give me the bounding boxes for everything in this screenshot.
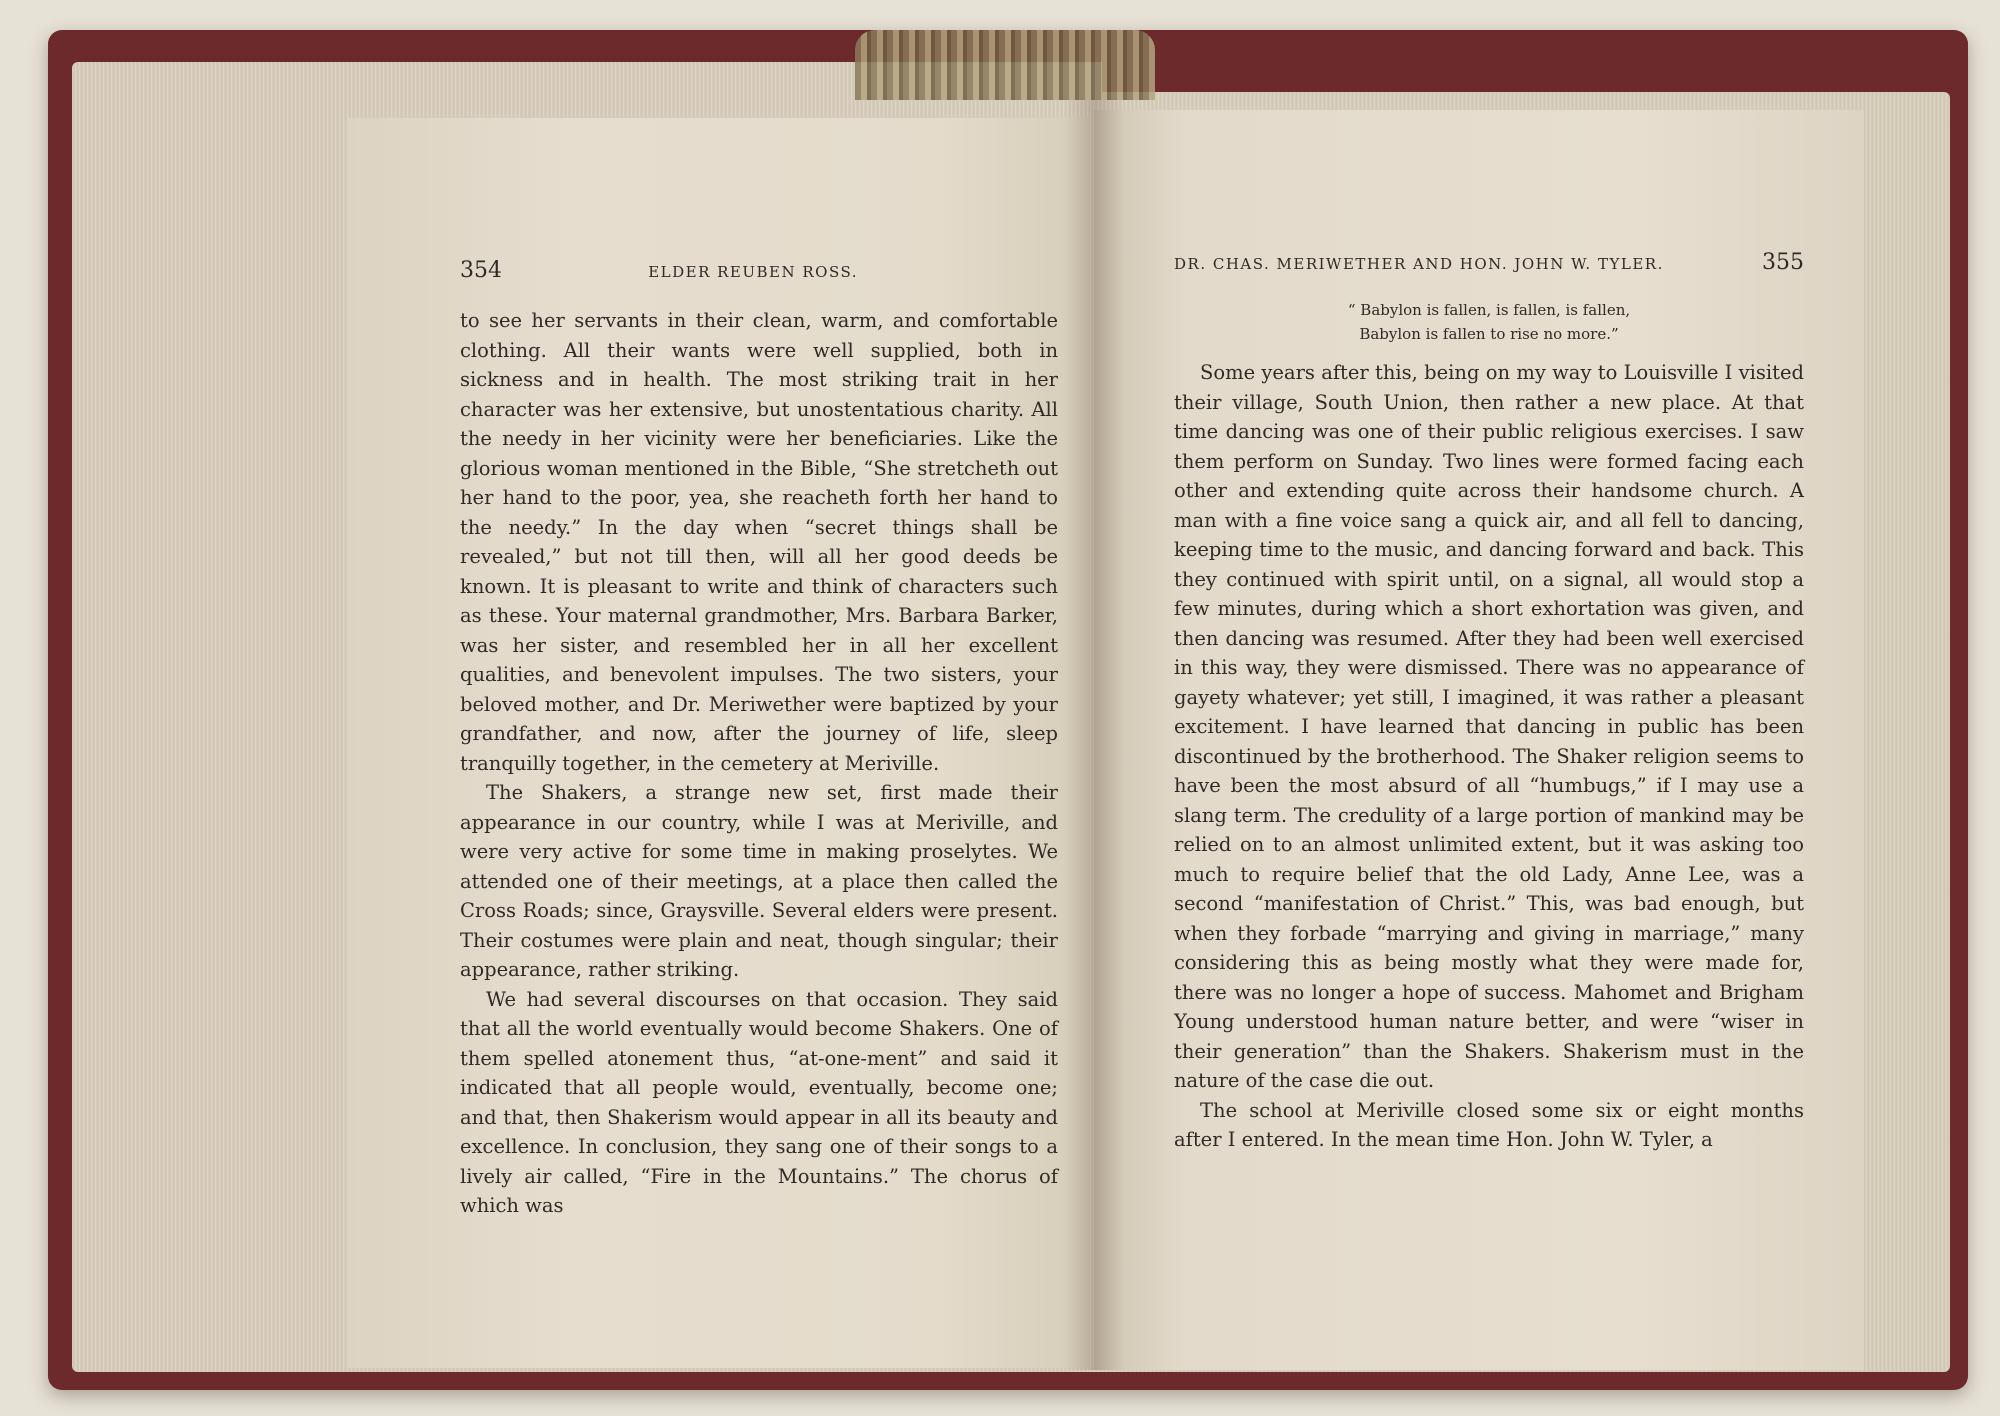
left-running-head xyxy=(460,258,1058,298)
left-page-number: 354 xyxy=(460,258,502,283)
right-body-text xyxy=(1174,358,1804,1155)
epigraph-line-2: Babylon is fallen to rise no more.” xyxy=(1359,325,1619,343)
right-paragraph-2: The school at Meriville closed some six or eight months after I entered. In the mean time Hon. John W. Tyler, a xyxy=(1174,1098,1804,1151)
left-paragraph-3: We had several discourses on that occasion. They said that all the world eventually would become Shakers. One of them spelled atonement thus, “at-one-ment” and said it indicated that all people would, eventually, become one; and that, then Shakerism would appear in all its beauty and excellence. In conclusion, they sang one of their songs to a lively air called, “Fire in the Mountains.” The chorus of which was xyxy=(460,987,1058,1217)
right-page-number: 355 xyxy=(1762,250,1804,275)
right-running-head xyxy=(1174,250,1804,290)
left-paragraph-1: to see her servants in their clean, warm, and comfortable clothing. All their wants were well supplied, both in sickness and in health. The most striking trait in her character was her extensive, but unostentatious charity. All the needy in her vicinity were her beneficiaries. Like the glorious woman mentioned in the Bible, “She stretcheth out her hand to the poor, yea, she reacheth forth her hand to the needy.” In the day when “secret things shall be revealed,” but not till then, will all her good deeds be known. It is pleasant to write and think of characters such as these. Your maternal grandmother, Mrs. Barbara Barker, was her sister, and resembled her in all her excellent qualities, and benevolent impulses. The two sisters, your beloved mother, and Dr. Meriwether were baptized by your grandfather, and now, after the journey of life, sleep tranquilly together, in the cemetery at Meriville. xyxy=(460,309,1058,775)
left-running-title: ELDER REUBEN ROSS. xyxy=(648,263,858,281)
epigraph xyxy=(1174,298,1804,346)
spine-headband xyxy=(855,30,1155,100)
spine-gutter-shadow xyxy=(1065,100,1125,1370)
right-paragraph-1: Some years after this, being on my way to Louisville I visited their village, South Union, then rather a new place. At that time dancing was one of their public religious exercises. I saw them perform on Sunday. Two lines were formed facing each other and extending quite across their handsome church. A man with a fine voice sang a quick air, and all fell to dancing, keeping time to the music, and dancing forward and back. This they continued with spirit until, on a signal, all would stop a few minutes, during which a short exhortation was given, and then dancing was resumed. After they had been well exercised in this way, they were dismissed. There was no appearance of gayety whatever; yet still, I imagined, it was rather a pleasant excitement. I have learned that dancing in public has been discontinued by the brotherhood. The Shaker religion seems to have been the most absurd of all “humbugs,” if I may use a slang term. The credulity of a large portion of mankind may be relied on to an almost unlimited extent, but it was asking too much to require belief that the old Lady, Anne Lee, was a second “manifestation of Christ.” This, was bad enough, but when they forbade “marrying and giving in marriage,” many considering this as being mostly what they were made for, there was no longer a hope of success. Mahomet and Brigham Young understood human nature better, and were “wiser in their generation” than the Shakers. Shakerism must in the nature of the case die out. xyxy=(1174,361,1804,1092)
right-running-title: DR. CHAS. MERIWETHER AND HON. JOHN W. TYLER. xyxy=(1174,255,1664,273)
epigraph-line-1: “ Babylon is fallen, is fallen, is fallen, xyxy=(1347,301,1631,319)
left-body-text xyxy=(460,306,1058,1221)
left-page xyxy=(348,118,1088,1368)
right-page xyxy=(1094,110,1864,1370)
left-paragraph-2: The Shakers, a strange new set, first made their appearance in our country, while I was at Meriville, and were very active for some time in making proselytes. We attended one of their meetings, at a place then called the Cross Roads; since, Graysville. Several elders were present. Their costumes were plain and neat, though singular; their appearance, rather striking. xyxy=(460,781,1058,981)
